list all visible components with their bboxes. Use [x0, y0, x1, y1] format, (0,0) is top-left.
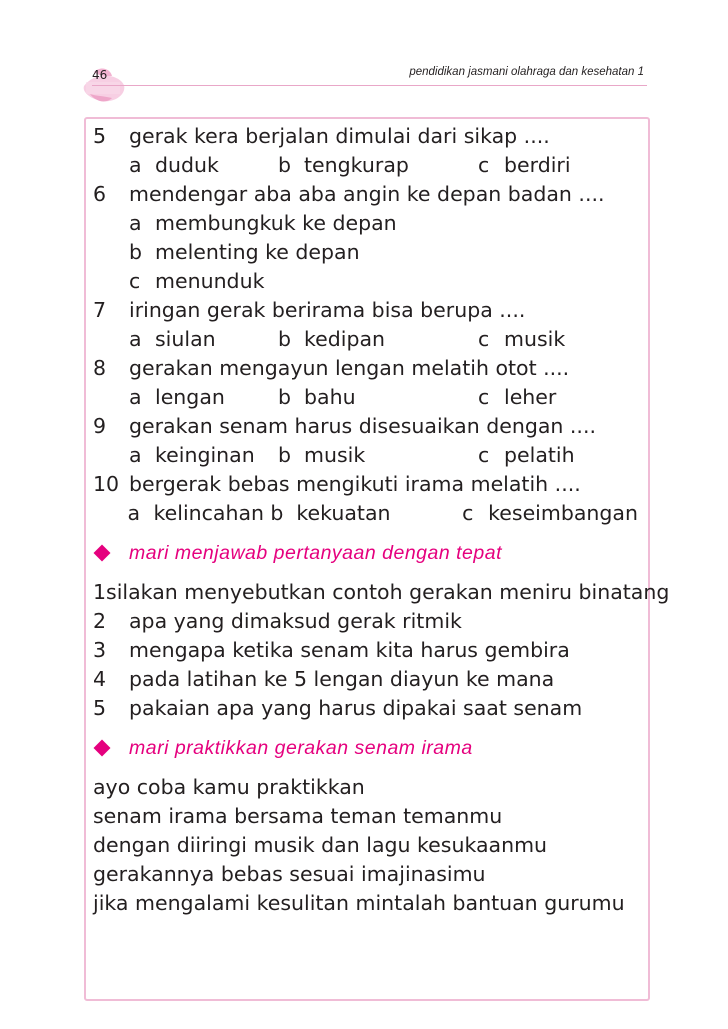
paragraph-line: senam irama bersama teman temanmu [93, 804, 503, 828]
question-number: 6 [93, 182, 107, 206]
answer-option [462, 499, 638, 528]
answer-option [129, 383, 278, 412]
option-letter: b [278, 327, 292, 351]
answer-option [478, 383, 556, 412]
header-rule [92, 85, 647, 86]
essay-text: mengapa ketika senam kita harus gembira [129, 638, 570, 662]
option-text: keseimbangan [488, 501, 638, 525]
option-letter: c [478, 153, 490, 177]
question-text: bergerak bebas mengikuti irama melatih .... [129, 472, 581, 496]
answer-option [478, 151, 571, 180]
essay-item [93, 694, 638, 723]
option-text: berdiri [504, 153, 571, 177]
option-letter: c [478, 327, 490, 351]
option-text: pelatih [504, 443, 575, 467]
option-text: musik [504, 327, 566, 351]
question-number: 5 [93, 124, 107, 148]
multiple-choice-questions [93, 122, 638, 528]
option-letter: a [129, 385, 142, 409]
essay-text: pakaian apa yang harus dipakai saat senam [129, 696, 583, 720]
option-letter: c [478, 443, 490, 467]
essay-number: 5 [93, 696, 107, 720]
indent-spacer [93, 499, 128, 528]
essay-number: 1 [93, 580, 107, 604]
answer-option [129, 441, 278, 470]
indent-spacer [93, 441, 129, 470]
answer-option [270, 499, 462, 528]
essay-text: apa yang dimaksud gerak ritmik [129, 609, 462, 633]
question-number: 9 [93, 414, 107, 438]
question-row [93, 354, 638, 383]
option-text: bahu [304, 385, 356, 409]
question-text: iringan gerak berirama bisa berupa .... [129, 298, 526, 322]
essay-questions [93, 578, 670, 723]
paragraph-line: ayo coba kamu praktikkan [93, 775, 365, 799]
question-text: mendengar aba aba angin ke depan badan .... [129, 182, 605, 206]
options-row [93, 499, 638, 528]
essay-number: 2 [93, 609, 107, 633]
answer-option [278, 325, 478, 354]
option-text: membungkuk ke depan [155, 211, 397, 235]
paragraph-line: gerakannya bebas sesuai imajinasimu [93, 862, 486, 886]
question-row [93, 470, 638, 499]
essay-number: 3 [93, 638, 107, 662]
paragraph-line: dengan diiringi musik dan lagu kesukaanmu [93, 833, 548, 857]
option-letter: a [129, 443, 142, 467]
essay-item [93, 607, 638, 636]
options-row [93, 209, 638, 238]
option-text: kekuatan [296, 501, 391, 525]
option-letter: b [278, 153, 292, 177]
section-heading-answer [93, 538, 638, 568]
options-row [93, 383, 638, 412]
option-text: menunduk [155, 269, 265, 293]
essay-text: pada latihan ke 5 lengan diayun ke mana [129, 667, 555, 691]
option-text: tengkurap [304, 153, 409, 177]
option-letter: b [278, 443, 292, 467]
option-text: lengan [155, 385, 225, 409]
essay-item [93, 578, 670, 607]
indent-spacer [93, 238, 129, 267]
option-letter: b [129, 240, 143, 264]
options-row [93, 325, 638, 354]
indent-spacer [93, 383, 129, 412]
section-heading-practice [93, 733, 638, 763]
indent-spacer [93, 209, 129, 238]
answer-option [278, 383, 478, 412]
answer-option [478, 325, 565, 354]
essay-number: 4 [93, 667, 107, 691]
indent-spacer [93, 151, 129, 180]
question-text: gerak kera berjalan dimulai dari sikap .... [129, 124, 550, 148]
option-letter: a [127, 501, 141, 525]
option-letter: c [129, 269, 141, 293]
answer-option [278, 441, 478, 470]
option-text: kedipan [304, 327, 386, 351]
section-heading-text: mari praktikkan gerakan senam irama [129, 736, 473, 759]
diamond-bullet-icon [93, 547, 129, 559]
option-text: siulan [155, 327, 216, 351]
option-letter: c [462, 501, 474, 525]
essay-text: silakan menyebutkan contoh gerakan meniru binatang [106, 580, 670, 604]
options-row [93, 151, 638, 180]
question-number: 8 [93, 356, 107, 380]
question-text: gerakan senam harus disesuaikan dengan .... [129, 414, 596, 438]
section-heading-text: mari menjawab pertanyaan dengan tepat [129, 541, 502, 564]
essay-item [93, 636, 638, 665]
option-letter: b [270, 501, 284, 525]
question-row [93, 296, 638, 325]
question-number: 7 [93, 298, 107, 322]
page-content [93, 122, 670, 918]
answer-option [129, 325, 278, 354]
option-text: kelincahan [153, 501, 265, 525]
option-text: leher [504, 385, 557, 409]
options-row [93, 267, 638, 296]
answer-option [278, 151, 478, 180]
option-letter: a [129, 211, 142, 235]
option-letter: a [129, 327, 142, 351]
question-row [93, 180, 638, 209]
indent-spacer [93, 267, 129, 296]
option-text: keinginan [155, 443, 255, 467]
option-text: duduk [155, 153, 219, 177]
essay-item [93, 665, 638, 694]
question-row [93, 412, 638, 441]
answer-option [478, 441, 575, 470]
answer-option [129, 151, 278, 180]
question-number: 10 [93, 472, 120, 496]
page-number: 46 [92, 68, 108, 82]
option-letter: b [278, 385, 292, 409]
page-number-badge [80, 64, 128, 108]
answer-option [128, 499, 271, 528]
diamond-bullet-icon [93, 742, 129, 754]
option-letter: a [129, 153, 142, 177]
answer-option [129, 267, 264, 296]
paragraph-line: jika mengalami kesulitan mintalah bantuan gurumu [93, 891, 625, 915]
practice-paragraph [93, 773, 638, 918]
indent-spacer [93, 325, 129, 354]
question-row [93, 122, 638, 151]
question-text: gerakan mengayun lengan melatih otot .... [129, 356, 570, 380]
options-row [93, 441, 638, 470]
answer-option [129, 238, 360, 267]
options-row [93, 238, 638, 267]
running-header: pendidikan jasmani olahraga dan kesehatan 1 [409, 66, 644, 78]
option-text: melenting ke depan [155, 240, 360, 264]
option-text: musik [304, 443, 366, 467]
answer-option [129, 209, 397, 238]
option-letter: c [478, 385, 490, 409]
